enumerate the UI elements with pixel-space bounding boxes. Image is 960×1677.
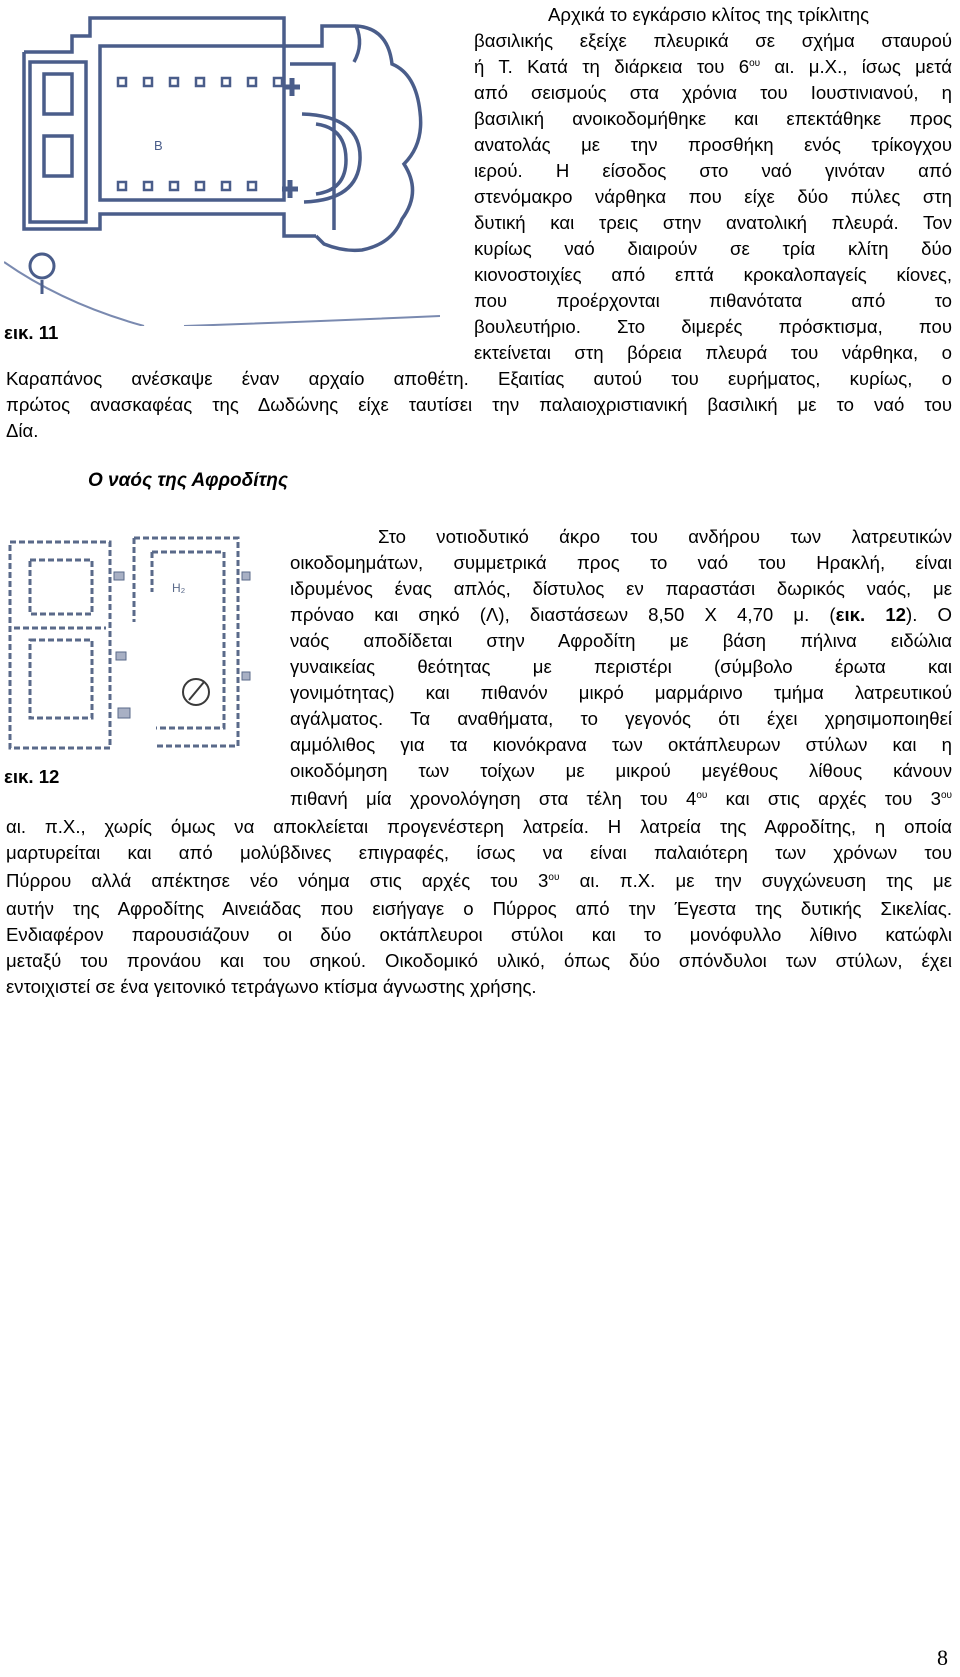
text-line: ιερού. Η είσοδος στο ναό γινόταν από xyxy=(474,160,952,181)
text-line: μαρτυρείται και από μολύβδινες επιγραφές, ίσως να είναι παλαιότερη των χρόνων του xyxy=(6,842,952,863)
text-line: εκτείνεται στη βόρεια πλευρά του νάρθηκα, ο xyxy=(474,342,952,363)
text-line: αυτήν της Αφροδίτης Αινειάδας που εισήγαγε ο Πύρρος από την Έγεστα της δυτικής Σικελίας. xyxy=(6,898,952,919)
basilica-plan-label: Β xyxy=(154,138,163,153)
text-line: Πύρρου αλλά απέκτησε νέο νόημα στις αρχές του $3^{o\upsilon}$ αι. π.Χ. με την συγχώνευση της με xyxy=(6,870,952,891)
text-line: βουλευτήριο. Στο διμερές πρόσκτισμα, που xyxy=(474,316,952,337)
figure-11-caption: εικ. 11 xyxy=(4,322,59,343)
text-line: πρώτος ανασκαφέας της Δωδώνης είχε ταυτίσει την παλαιοχριστιανική βασιλική με το ναό του xyxy=(6,394,952,415)
text-line: εντοιχιστεί σε ένα γειτονικό τετράγωνο κτίσμα άγνωστης χρήσης. xyxy=(6,976,537,997)
text-line: οικοδόμηση των τοίχων με μικρού μεγέθους λίθους κάνουν xyxy=(290,760,952,781)
figure-12-caption: εικ. 12 xyxy=(4,766,60,787)
text-line: βασιλικής εξείχε πλευρικά σε σχήμα σταυρού xyxy=(474,30,952,51)
text-line: Καραπάνος ανέσκαψε έναν αρχαίο αποθέτη. Εξαιτίας αυτού του ευρήματος, κυρίως, ο xyxy=(6,368,952,389)
page-number: 8 xyxy=(937,1645,948,1670)
text-line: κυρίως ναό διαιρούν σε τρία κλίτη δύο xyxy=(474,238,952,259)
text-line: βασιλική ανοικοδομήθηκε και επεκτάθηκε προς xyxy=(474,108,952,129)
text-line: που προέρχονται πιθανότατα από το xyxy=(474,290,952,311)
text-line: πιθανή μία χρονολόγηση στα τέλη του $4^{o\upsilon}$ και στις αρχές του $3^{o\upsilon}$ xyxy=(290,788,952,809)
text-line: Δία. xyxy=(6,420,39,441)
text-line: Αρχικά το εγκάρσιο κλίτος της τρίκλιτης xyxy=(548,4,870,25)
text-line: αι. π.Χ., χωρίς όμως να αποκλείεται προγενέστερη λατρεία. Η λατρεία της Αφροδίτης, η οποία xyxy=(6,816,952,837)
text-line: γονιμότητας) και πιθανόν μικρό μαρμάρινο τμήμα λατρευτικού xyxy=(290,682,952,703)
text-line: από σεισμούς στα χρόνια του Ιουστινιανού, η xyxy=(474,82,952,103)
basilica-plan-image xyxy=(4,4,440,326)
text-line: γυναικείας θεότητας με περιστέρι (σύμβολο έρωτα και xyxy=(290,656,952,677)
temple-plan-image xyxy=(6,532,266,772)
text-line: κιονοστοιχίες από επτά κροκαλοπαγείς κίονες, xyxy=(474,264,952,285)
text-line: στενόμακρο νάρθηκα που είχε δύο πύλες στη xyxy=(474,186,952,207)
text-line: πρόναο και σηκό (Λ), διαστάσεων 8,50 Χ 4,70 μ. (εικ. 12). Ο xyxy=(290,604,952,625)
text-line: ιδρυμένος ένας απλός, δίστυλος εν παραστάσι δωρικός ναός, με xyxy=(290,578,952,599)
text-line: μεταξύ του προνάου και του σηκού. Οικοδομικό υλικό, όπως δύο σπόνδυλοι των στύλων, έχει xyxy=(6,950,952,971)
temple-plan-label: Η₂ xyxy=(172,581,186,595)
text-line: ανατολάς με την προσθήκη ενός τρίκογχου xyxy=(474,134,952,155)
section-heading: Ο ναός της Αφροδίτης xyxy=(88,470,289,491)
text-line: Ενδιαφέρον παρουσιάζουν οι δύο οκτάπλευροι στύλοι και το μονόφυλλο λίθινο κατώφλι xyxy=(6,924,952,945)
text-line: αμμόλιθος για τα κιονόκρανα των οκτάπλευρων στύλων και η xyxy=(290,734,952,755)
text-line: ή Τ. Κατά τη διάρκεια του $6^{o\upsilon}$ αι. μ.Χ., ίσως μετά xyxy=(474,56,952,77)
text-line: ναός αποδίδεται στην Αφροδίτη με βάση πήλινα ειδώλια xyxy=(290,630,952,651)
text-line: δυτική και τρεις στην ανατολική πλευρά. Τον xyxy=(474,212,952,233)
text-line: αγάλματος. Τα αναθήματα, το γεγονός ότι έχει χρησιμοποιηθεί xyxy=(290,708,952,729)
text-line: οικοδομημάτων, συμμετρικά προς το ναό του Ηρακλή, είναι xyxy=(290,552,952,573)
text-line: Στο νοτιοδυτικό άκρο του ανδήρου των λατρευτικών xyxy=(378,526,952,547)
